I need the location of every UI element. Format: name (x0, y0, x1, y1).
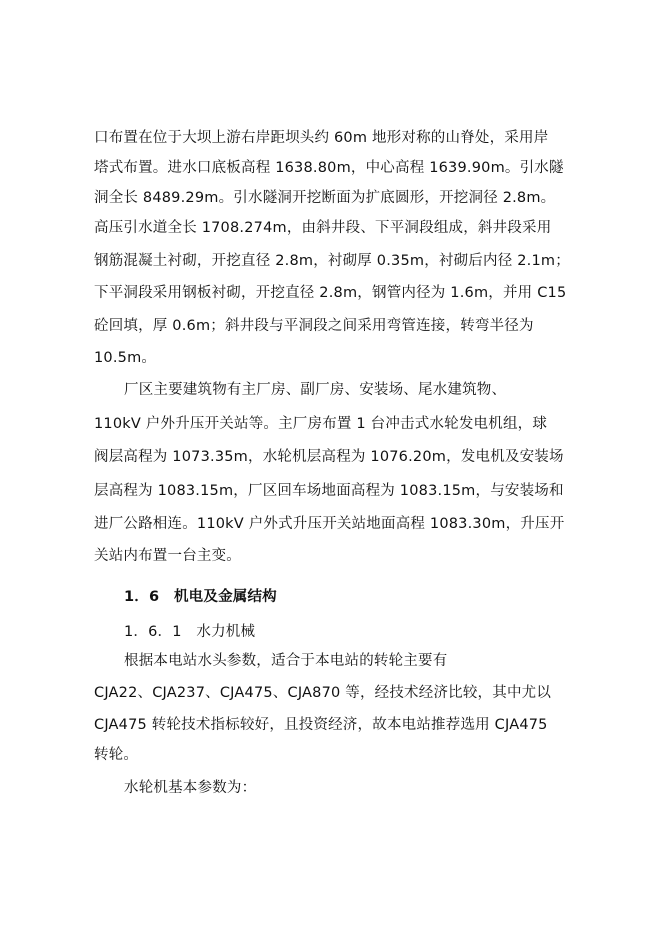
paragraph-line: 阀层高程为 1073.35m，水轮机层高程为 1076.20m，发电机及安装场 (94, 449, 564, 465)
paragraph-line: 转轮。 (94, 747, 139, 763)
paragraph-line: CJA475 转轮技术指标较好，且投资经济，故本电站推荐选用 CJA475 (94, 717, 548, 733)
paragraph-line: 10.5m。 (94, 350, 157, 366)
subsection-heading: 1．6．1 水力机械 (124, 624, 256, 640)
paragraph-line: 根据本电站水头参数，适合于本电站的转轮主要有 (124, 653, 448, 669)
paragraph-line: 高压引水道全长 1708.274m，由斜井段、下平洞段组成，斜井段采用 (94, 220, 552, 236)
paragraph-line: 砼回填，厚 0.6m；斜井段与平洞段之间采用弯管连接，转弯半径为 (94, 318, 534, 334)
paragraph-line: 下平洞段采用钢板衬砌，开挖直径 2.8m，钢管内径为 1.6m，并用 C15 (94, 285, 567, 301)
paragraph-line: 塔式布置。进水口底板高程 1638.80m，中心高程 1639.90m。引水隧 (94, 160, 564, 176)
paragraph-line: 水轮机基本参数为： (124, 780, 257, 796)
paragraph-line: 110kV 户外升压开关站等。主厂房布置 1 台冲击式水轮发电机组，球 (94, 416, 548, 432)
paragraph-line: 进厂公路相连。110kV 户外式升压开关站地面高程 1083.30m，升压开 (94, 516, 565, 532)
paragraph-line: 口布置在位于大坝上游右岸距坝头约 60m 地形对称的山脊处，采用岸 (94, 130, 549, 146)
paragraph-line: 关站内布置一台主变。 (94, 548, 241, 564)
paragraph-line: 层高程为 1083.15m，厂区回车场地面高程为 1083.15m，与安装场和 (94, 483, 564, 499)
paragraph-line: 厂区主要建筑物有主厂房、副厂房、安装场、尾水建筑物、 (124, 382, 507, 398)
section-heading: 1．6 机电及金属结构 (124, 589, 277, 605)
paragraph-line: CJA22、CJA237、CJA475、CJA870 等，经技术经济比较，其中尤以 (94, 685, 552, 701)
paragraph-line: 洞全长 8489.29m。引水隧洞开挖断面为扩底圆形，开挖洞径 2.8m。 (94, 190, 556, 206)
paragraph-line: 钢筋混凝土衬砌，开挖直径 2.8m，衬砌厚 0.35m，衬砌后内径 2.1m； (94, 253, 570, 269)
